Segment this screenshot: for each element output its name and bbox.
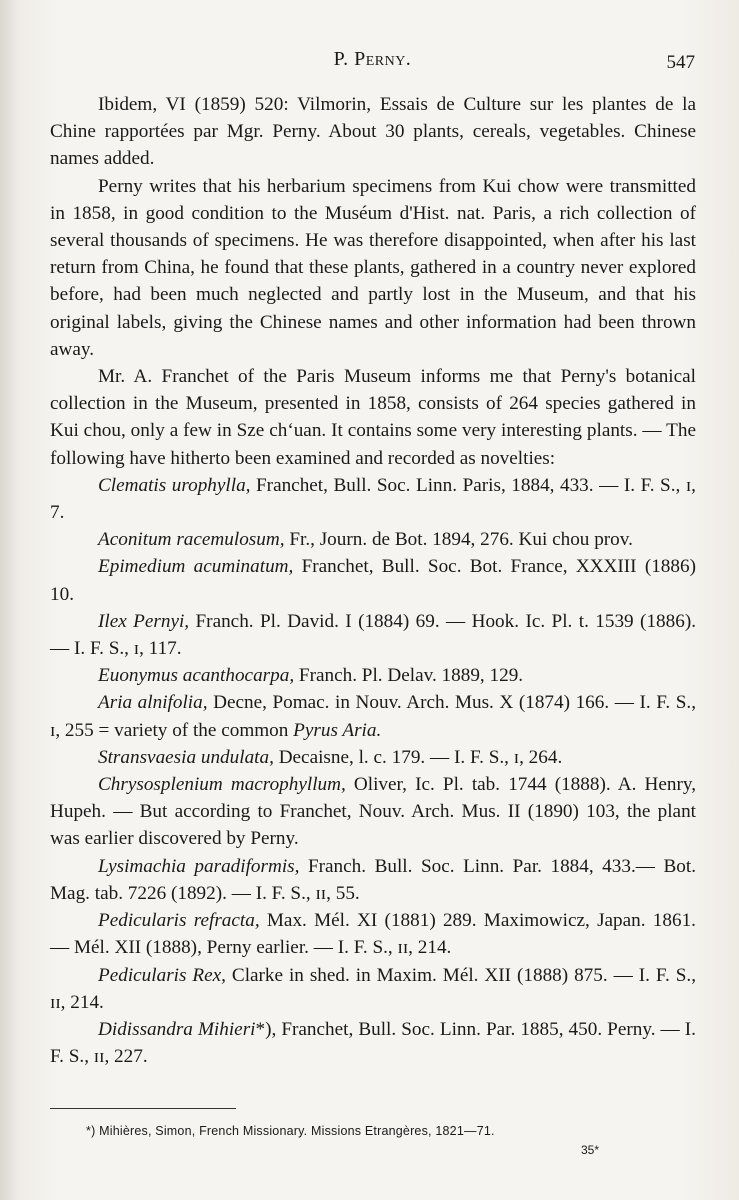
species-reference: Franchet, Bull. Soc. Linn. Paris, 1884, 433. — I. F. S., ɪ, 7. — [50, 474, 696, 524]
species-entry — [50, 962, 696, 1016]
species-reference: Oliver, Ic. Pl. tab. 1744 (1888). A. Henry, Hupeh. — But according to Franchet, Nouv. Arch. Mus. II (1890) 103, the plant was earlier discovered by Perny. — [50, 774, 696, 850]
species-name-secondary: Pyrus Aria. — [293, 719, 382, 741]
species-entry — [50, 1016, 696, 1070]
species-reference: Decaisne, l. c. 179. — I. F. S., ɪ, 264. — [273, 746, 563, 768]
footnote-rule — [50, 1108, 236, 1109]
species-entry — [50, 907, 696, 961]
species-name: Ilex Pernyi, — [98, 610, 190, 632]
species-entry — [50, 662, 696, 689]
footnote — [86, 1124, 679, 1138]
species-entry — [50, 608, 696, 662]
species-reference: Fr., Journ. de Bot. 1894, 276. Kui chou prov. — [284, 529, 633, 551]
species-name: Aconitum racemulosum, — [98, 529, 285, 551]
page-number: 547 — [666, 52, 695, 73]
page-body — [50, 91, 696, 1070]
running-head — [50, 48, 695, 71]
species-entry — [50, 526, 696, 553]
paragraph-herbarium: Perny writes that his herbarium specimens from Kui chow were transmitted in 1858, in good condition to the Muséum d'Hist. nat. Paris, a rich collection of several thousands of specimens. He was therefore disappointed, when after his last return from China, he found that these plants, gathered in a country never explored before, had been much neglected and partly lost in the Museum, and that his original labels, giving the Chinese names and other information had been thrown away. — [50, 175, 696, 360]
running-head-name: Perny. — [354, 48, 412, 70]
species-reference: Max. Mél. XI (1881) 289. Maximowicz, Japan. 1861. — Mél. XII (1888), Perny earlier. — I. F. S., ɪɪ, 214. — [50, 910, 696, 959]
species-name: Pedicularis Rex, — [98, 964, 226, 986]
species-name: Chrysosplenium macrophyllum, — [98, 774, 346, 796]
species-reference: Franch. Pl. Delav. 1889, 129. — [294, 665, 524, 687]
species-reference: Clarke in shed. in Maxim. Mél. XII (1888) 875. — I. F. S., ɪɪ, 214. — [50, 964, 696, 1013]
species-entry — [50, 689, 696, 743]
running-head-initial: P. — [333, 48, 355, 70]
species-reference: Decne, Pomac. in Nouv. Arch. Mus. X (1874) 166. — I. F. S., ɪ, 255 = variety of the common — [50, 692, 696, 741]
species-name: Aria alnifolia, — [98, 692, 208, 714]
footnote-text: Mihières, Simon, French Missionary. Missions Etrangères, 1821—71. — [99, 1124, 495, 1138]
species-name: Lysimachia paradiformis, — [98, 855, 300, 877]
species-entry — [50, 472, 696, 526]
species-name: Pedicularis refracta, — [98, 910, 260, 932]
species-reference: Franch. Pl. David. I (1884) 69. — Hook. Ic. Pl. t. 1539 (1886). — I. F. S., ɪ, 117. — [50, 610, 697, 660]
species-reference: Franchet, Bull. Soc. Bot. France, XXXIII (1886) 10. — [50, 556, 696, 605]
species-name: Epimedium acuminatum, — [98, 556, 294, 578]
species-name: Stransvaesia undulata, — [98, 746, 274, 768]
footnote-mark: *) — [86, 1124, 100, 1138]
species-entry — [50, 853, 696, 907]
species-entry — [50, 744, 696, 771]
species-name: Euonymus acanthocarpa, — [98, 665, 295, 687]
species-entry — [50, 553, 696, 607]
species-name: Clematis urophylla, — [98, 474, 251, 496]
paragraph-ibidem: Ibidem, VI (1859) 520: Vilmorin, Essais de Culture sur les plantes de la Chine rapportées par Mgr. Perny. About 30 plants, cereals, vegetables. Chinese names added. — [50, 94, 696, 170]
paragraph-franchet: Mr. A. Franchet of the Paris Museum informs me that Perny's botanical collection in the Museum, presented in 1858, consists of 264 species gathered in Kui chou, only a few in Sze chʻuan. It contains some very interesting plants. — The following have hitherto been examined and recorded as novelties: — [50, 366, 696, 469]
species-reference: *), Franchet, Bull. Soc. Linn. Par. 1885, 450. Perny. — I. F. S., ɪɪ, 227. — [50, 1018, 696, 1068]
species-reference: Franch. Bull. Soc. Linn. Par. 1884, 433.— Bot. Mag. tab. 7226 (1892). — I. F. S., ɪɪ, 55. — [50, 855, 696, 904]
signature-mark: 35* — [580, 1143, 599, 1157]
page-header — [50, 48, 695, 78]
species-name: Didissandra Mihieri — [98, 1018, 256, 1040]
species-entry — [50, 771, 696, 853]
